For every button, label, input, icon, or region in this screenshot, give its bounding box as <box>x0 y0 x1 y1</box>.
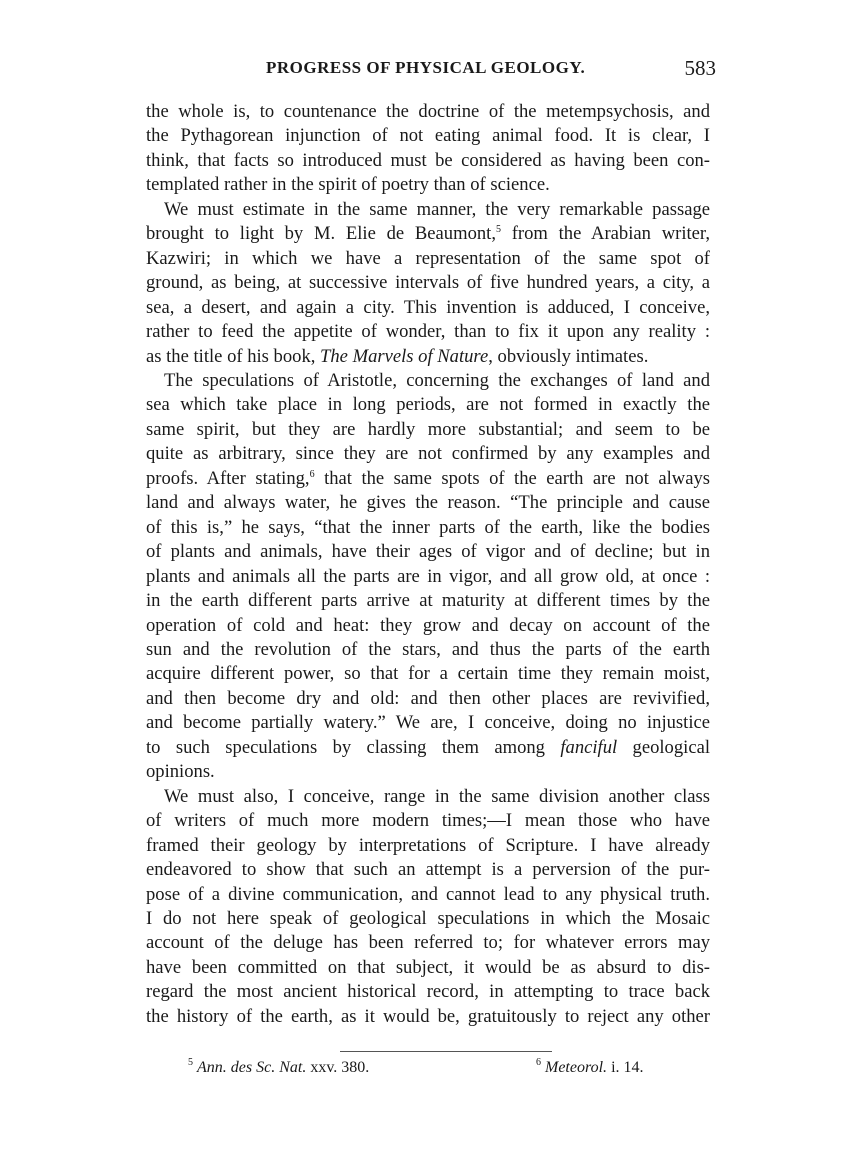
text-line: Kazwiri; in which we have a representation of the same spot of <box>146 247 710 269</box>
text-line: and then become dry and old: and then other places are revivified, <box>146 687 710 709</box>
text-line: The speculations of Aristotle, concerning the exchanges of land and <box>164 369 710 391</box>
text-line: endeavored to show that such an attempt is a perversion of the pur- <box>146 859 710 881</box>
body-text <box>146 100 710 1029</box>
text-fragment: proofs. After stating, <box>146 467 310 489</box>
text-line: We must estimate in the same manner, the very remarkable passage <box>164 198 710 220</box>
page-number: 583 <box>684 56 716 80</box>
text-line: framed their geology by interpretations of Scripture. I have already <box>146 834 710 856</box>
text-line: sea which take place in long periods, are not formed in exactly the <box>146 394 710 416</box>
text-line: acquire different power, so that for a certain time they remain moist, <box>146 663 710 685</box>
footnote-marker: 6 <box>309 468 315 480</box>
footnote-source: Meteorol. <box>545 1059 608 1076</box>
text-line: the history of the earth, as it would be, gratuitously to reject any other <box>146 1005 710 1027</box>
text-fragment: brought to light by M. Elie de Beaumont, <box>146 223 496 245</box>
text-line: regard the most ancient historical record, in attempting to trace back <box>146 981 710 1003</box>
text-line: the whole is, to countenance the doctrine of the metempsychosis, and <box>146 101 710 122</box>
text-line: and become partially watery.” We are, I conceive, doing no injustice <box>146 712 710 734</box>
text-line <box>146 736 710 760</box>
text-line: plants and animals all the parts are in vigor, and all grow old, at once : <box>146 565 710 587</box>
text-line <box>146 222 710 246</box>
emphasis-fanciful: fanciful <box>560 736 618 758</box>
footnote-reference: i. 14. <box>607 1059 644 1076</box>
text-line: account of the deluge has been referred to; for whatever errors may <box>146 932 710 954</box>
footnote-number: 6 <box>536 1057 541 1068</box>
text-fragment: to such speculations by classing them among <box>146 736 561 758</box>
text-line: rather to feed the appetite of wonder, than to fix it upon any reality : <box>146 321 710 343</box>
text-line: sea, a desert, and again a city. This invention is adduced, I conceive, <box>146 296 710 318</box>
text-line: templated rather in the spirit of poetry than of science. <box>146 174 550 196</box>
text-line: of writers of much more modern times;—I mean those who have <box>146 810 710 832</box>
text-line <box>146 345 710 369</box>
text-fragment: from the Arabian writer, <box>500 223 710 245</box>
footnote-number: 5 <box>188 1057 193 1068</box>
text-line: same spirit, but they are hardly more substantial; and seem to be <box>146 418 710 440</box>
footnote-source: Ann. des Sc. Nat. <box>197 1059 307 1076</box>
text-line <box>146 467 710 491</box>
footnote-5 <box>188 1059 369 1077</box>
text-line: I do not here speak of geological speculations in which the Mosaic <box>146 907 710 929</box>
page-header <box>146 56 716 86</box>
text-line: of plants and animals, have their ages of vigor and of decline; but in <box>146 541 710 563</box>
text-line: opinions. <box>146 761 215 783</box>
text-line: land and always water, he gives the reason. “The principle and cause <box>146 492 710 514</box>
footnotes <box>146 1059 710 1083</box>
text-line: have been committed on that subject, it would be as absurd to dis- <box>146 956 710 978</box>
text-fragment: geological <box>617 736 710 758</box>
footnote-divider <box>340 1051 552 1052</box>
text-line: We must also, I conceive, range in the same division another class <box>164 785 710 807</box>
text-line: think, that facts so introduced must be considered as having been con- <box>146 149 710 171</box>
text-line: operation of cold and heat: they grow and decay on account of the <box>146 614 710 636</box>
text-fragment: that the same spots of the earth are not always <box>314 467 710 489</box>
text-line: quite as arbitrary, since they are not confirmed by any examples and <box>146 443 710 465</box>
text-line: ground, as being, at successive intervals of five hundred years, a city, a <box>146 272 710 294</box>
text-line: sun and the revolution of the stars, and thus the parts of the earth <box>146 638 710 660</box>
text-line: of this is,” he says, “that the inner parts of the earth, like the bodies <box>146 516 710 538</box>
text-line: the Pythagorean injunction of not eating animal food. It is clear, I <box>146 125 710 147</box>
text-fragment: , obviously intimates. <box>488 345 649 367</box>
footnote-reference: xxv. 380. <box>306 1059 370 1076</box>
running-title: PROGRESS OF PHYSICAL GEOLOGY. <box>266 58 586 77</box>
book-title: The Marvels of Nature <box>320 345 489 367</box>
footnote-6 <box>536 1059 644 1077</box>
text-line: in the earth different parts arrive at maturity at different times by the <box>146 590 710 612</box>
text-line: pose of a divine communication, and cannot lead to any physical truth. <box>146 883 710 905</box>
text-fragment: as the title of his book, <box>146 345 321 367</box>
footnote-marker: 5 <box>495 224 501 236</box>
